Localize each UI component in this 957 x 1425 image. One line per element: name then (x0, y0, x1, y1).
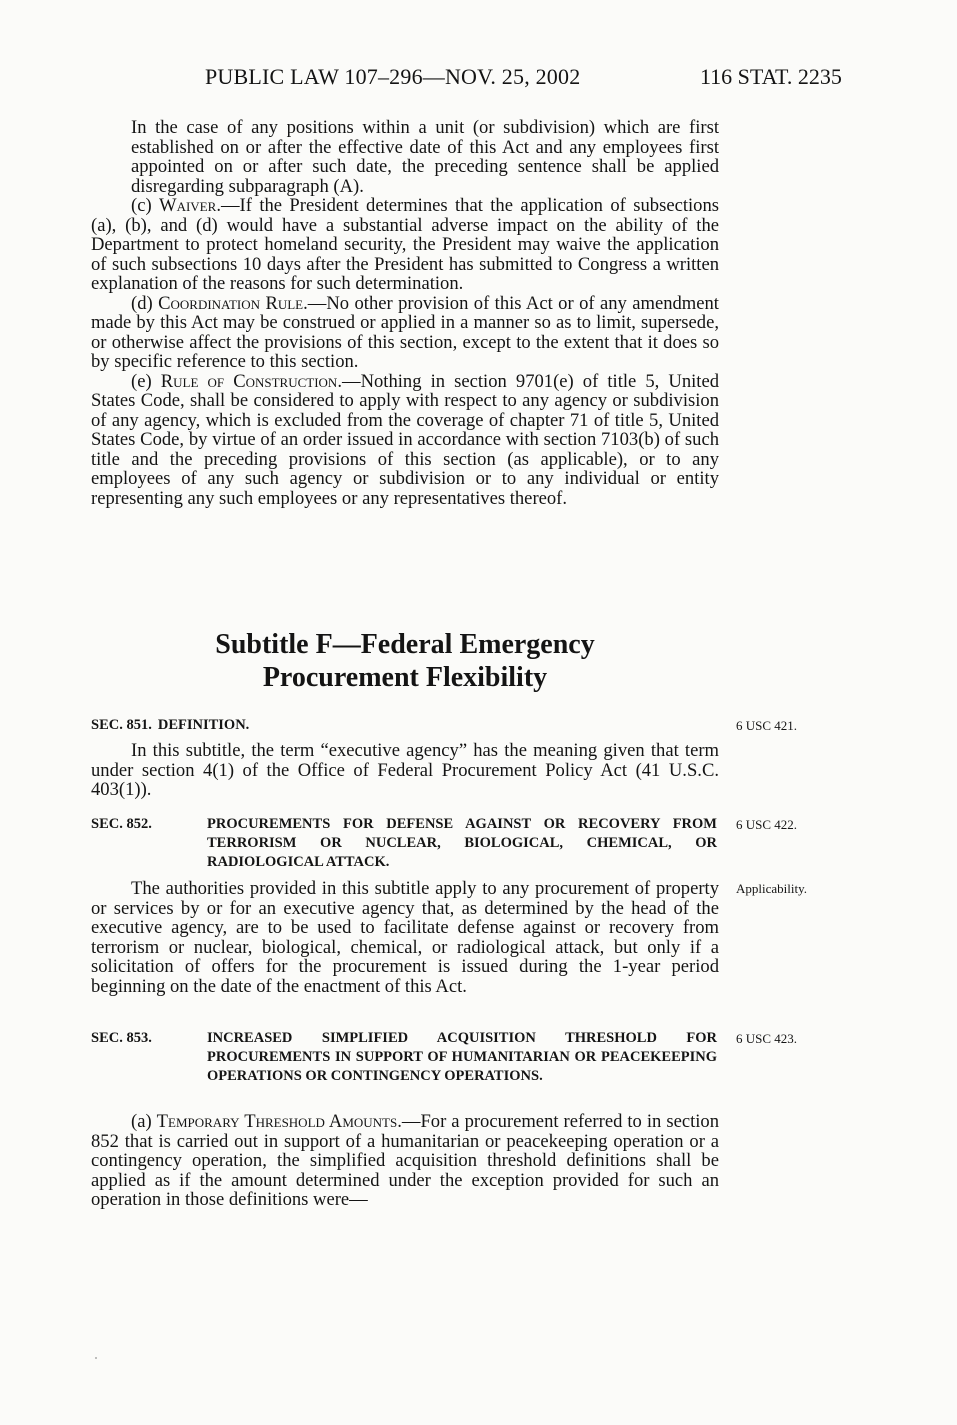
section-851-heading (91, 716, 719, 735)
paragraph-d-coordination (91, 294, 719, 372)
paragraph-heading: Waiver (159, 195, 217, 216)
running-header-law: PUBLIC LAW 107–296—NOV. 25, 2002 (205, 64, 581, 89)
margin-note-851: 6 USC 421. (736, 718, 798, 733)
paragraph-heading: Rule of Construction (160, 370, 338, 392)
running-header-stat: 116 STAT. 2235 (700, 64, 842, 89)
paragraph-text: .—If the President determines that the application of subsections (a), (b), and (d) would have a substantial adverse impact on the ability of the Department to protect homeland security, the President may waive the application of such subsections 10 days after the President has submitted to Congress a written explanation of the reasons for such determination. (91, 195, 719, 294)
section-853-text (91, 1112, 719, 1210)
section-number: SEC. 852. (91, 816, 152, 832)
paragraph-heading: Temporary Threshold Amounts (156, 1111, 398, 1132)
section-852-heading (91, 815, 719, 872)
section-title: PROCUREMENTS FOR DEFENSE AGAINST OR RECOVERY FROM TERRORISM OR NUCLEAR, BIOLOGICAL, CHEMICAL, OR RADIOLOGICAL ATTACK. (207, 816, 717, 870)
paragraph-label: (d) (131, 292, 159, 314)
paragraph-text: .—Nothing in section 9701(e) of title 5, United States Code, shall be considered to apply with respect to any agency or subdivision of any agency, which is excluded from the coverage of chapter 71 of title 5, United States Code, by virtue of an order issued in accordance with section 7103(b) of such title and the preceding provisions of this section (as applicable), or to any employees of any such agency or subdivision or to any individual or entity representing any such employees or any representatives thereof. (91, 370, 720, 509)
section-title: DEFINITION. (157, 717, 250, 733)
paragraph-a-temporary-threshold (91, 1112, 719, 1210)
paragraph-label: (c) (131, 195, 160, 216)
paragraph-label: (a) (131, 1111, 157, 1132)
paragraph-text: The authorities provided in this subtitle apply to any procurement of property or services by or for an executive agency that, as determined by the head of the executive agency, are to be used to facilitate defense against or recovery from terrorism or nuclear, biological, chemical, or radiological attack, but only if a solicitation of offers for the procurement is issued during the 1-year period beginning on the date of the enactment of this Act. (91, 878, 719, 997)
paragraph-continuation: In the case of any positions within a unit (or subdivision) which are first established on or after the effective date of this Act and any employees first appointed on or after such date, the preceding sentence shall be applied disregarding subparagraph (A). (131, 117, 719, 197)
section-number: SEC. 851. (91, 717, 152, 733)
subtitle-line-1: Subtitle F—Federal Emergency (215, 629, 595, 660)
paragraph-text: .—For a procurement referred to in section 852 that is carried out in support of a humanitarian or peacekeeping operation or a contingency operation, the simplified acquisition threshold definitions shall be applied as if the amount determined under the exception provided for such an operation in those definitions were— (91, 1111, 719, 1210)
margin-note-853: 6 USC 423. (736, 1031, 798, 1046)
margin-note-852: 6 USC 422. (736, 817, 798, 832)
subtitle-line-2: Procurement Flexibility (262, 662, 548, 693)
section-title: INCREASED SIMPLIFIED ACQUISITION THRESHOLD FOR PROCUREMENTS IN SUPPORT OF HUMANITARIAN OR PEACEKEEPING OPERATIONS OR CONTINGENCY OPERATIONS. (207, 1030, 717, 1084)
paragraph-text: In this subtitle, the term “executive agency” has the meaning given that term under section 4(1) of the Office of Federal Procurement Policy Act (41 U.S.C. 403(1)). (91, 740, 719, 800)
section-number: SEC. 853. (91, 1030, 152, 1046)
section-853-heading (91, 1029, 719, 1086)
margin-note-applicability: Applicability. (736, 881, 808, 896)
subtitle-heading (91, 628, 719, 694)
section-851-text (91, 741, 719, 800)
paragraph-heading: Coordination Rule (158, 292, 304, 314)
paragraph-e-construction (91, 372, 719, 509)
page-speck (95, 1357, 97, 1359)
paragraph-text: .—No other provision of this Act or of any amendment made by this Act may be construed or applied in a manner so as to limit, supersede, or otherwise affect the provisions of this section, except to the extent that it does so by specific reference to this section. (91, 292, 719, 372)
top-section-text (91, 118, 719, 508)
paragraph-c-waiver (91, 196, 719, 294)
section-852-text (91, 879, 719, 996)
paragraph-label: (e) (131, 370, 161, 392)
